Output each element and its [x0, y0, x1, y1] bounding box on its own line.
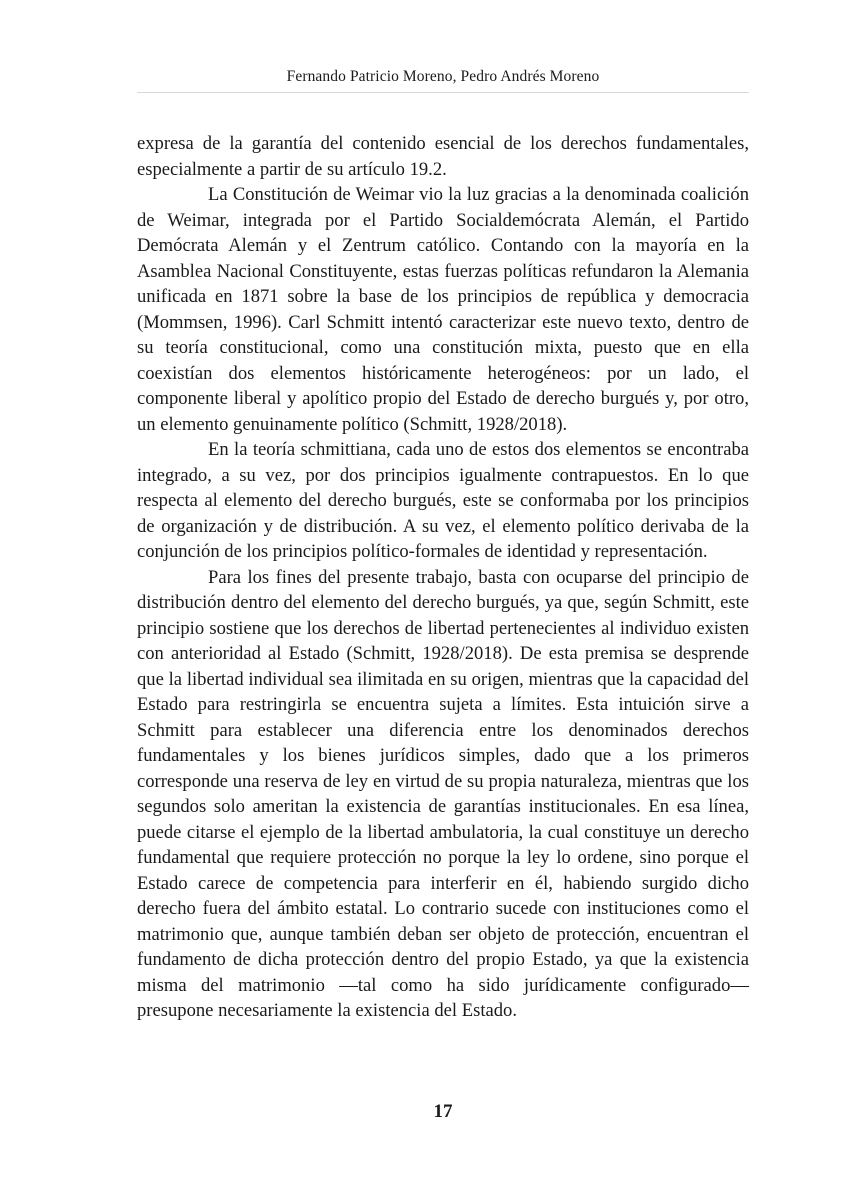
paragraph-distribution-principle: Para los fines del presente trabajo, basta con ocuparse del principio de distribución dentro del elemento del derecho burgués, ya que, según Schmitt, este principio sostiene que los derechos de libertad pertenecientes al individuo existen con anterioridad al Estado (Schmitt, 1928/2018). De esta premisa se desprende que la libertad individual sea ilimitada en su origen, mientras que la capacidad del Estado para restringirla se encuentra sujeta a límites. Esta intuición sirve a Schmitt para establecer una diferencia entre los denominados derechos fundamentales y los bienes jurídicos simples, dado que a los primeros corresponde una reserva de ley en virtud de su propia naturaleza, mientras que los segundos solo ameritan la existencia de garantías institucionales. En esa línea, puede citarse el ejemplo de la libertad ambulatoria, la cual constituye un derecho fundamental que requiere protección no porque la ley lo ordene, sino porque el Estado carece de competencia para interferir en él, habiendo surgido dicho derecho fuera del ámbito estatal. Lo contrario sucede con instituciones como el matrimonio que, aunque también deban ser objeto de protección, encuentran el fundamento de dicha protección dentro del propio Estado, ya que la existencia misma del matrimonio —tal como ha sido jurídicamente configurado— presupone necesariamente la existencia del Estado.: [137, 566, 749, 1021]
paragraph-schmittian-theory: En la teoría schmittiana, cada uno de estos dos elementos se encontraba integrado, a su vez, por dos principios igualmente contrapuestos. En lo que respecta al elemento del derecho burgués, este se conformaba por los principios de organización y de distribución. A su vez, el elemento político derivaba de la conjunción de los principios político-formales de identidad y representación.: [137, 439, 749, 562]
header-divider: [137, 92, 749, 93]
paragraph-continuation: expresa de la garantía del contenido esencial de los derechos fundamentales, especialmente a partir de su artículo 19.2.: [137, 133, 749, 180]
page-number: 17: [433, 1101, 453, 1122]
running-header: Fernando Patricio Moreno, Pedro Andrés Moreno: [286, 68, 600, 85]
paragraph-weimar-constitution: La Constitución de Weimar vio la luz gracias a la denominada coalición de Weimar, integrada por el Partido Socialdemócrata Alemán, el Partido Demócrata Alemán y el Zentrum católico. Contando con la mayoría en la Asamblea Nacional Constituyente, estas fuerzas políticas refundaron la Alemania unificada en 1871 sobre la base de los principios de república y democracia (Mommsen, 1996). Carl Schmitt intentó caracterizar este nuevo texto, dentro de su teoría constitucional, como una constitución mixta, puesto que en ella coexistían dos elementos históricamente heterogéneos: por un lado, el componente liberal y apolítico propio del Estado de derecho burgués y, por otro, un elemento genuinamente político (Schmitt, 1928/2018).: [137, 184, 749, 435]
body-text: [137, 131, 749, 1024]
